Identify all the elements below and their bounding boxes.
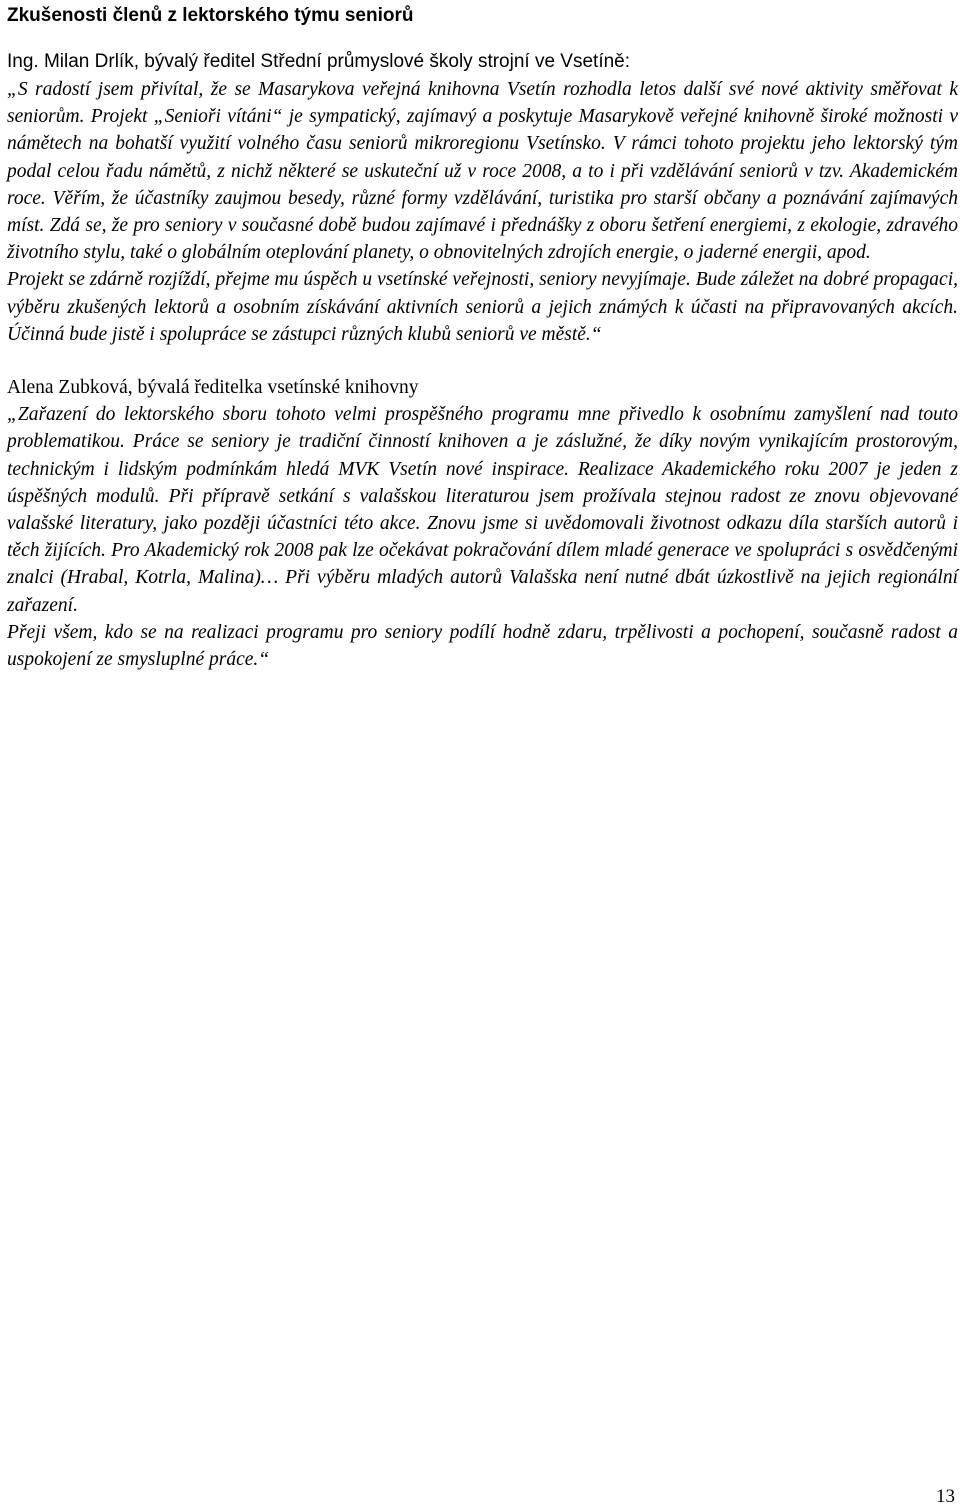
section2-paragraph-1: „Zařazení do lektorského sboru tohoto velmi prospěšného programu mne přivedlo k osobnímu zamyšlení nad touto problematikou. Práce se seniory je tradiční činností knihoven a je záslužné, že díky novým vynikajícím prostorovým, technickým i lidským podmínkám hledá MVK Vsetín nové inspirace. Realizace Akademického roku 2007 je jeden z úspěšných modulů. Při přípravě setkání s valašskou literaturou jsem prožívala stejnou radost ze znovu objevované valašské literatury, jako později účastníci této akce. Znovu jsme si uvědomovali životnost odkazu díla starších autorů i těch žijících. Pro Akademický rok 2008 pak lze očekávat pokračování dílem mladé generace ve spolupráci s osvědčenými znalci (Hrabal, Kotrla, Malina)… Při výběru mladých autorů Valašska není nutné dbát úzkostlivě na jejich regionální zařazení. — [7, 404, 958, 616]
document-page — [7, 0, 958, 673]
document-title: Zkušenosti členů z lektorského týmu seniorů — [7, 5, 414, 26]
section2-paragraph-2: Přeji všem, kdo se na realizaci programu pro seniory podílí hodně zdaru, trpělivosti a pochopení, současně radost a uspokojení ze smysluplné práce.“ — [7, 621, 958, 671]
page-number: 13 — [936, 1486, 955, 1507]
section1-paragraph-2: Projekt se zdárně rozjíždí, přejme mu úspěch u vsetínské veřejnosti, seniory nevyjímaje. Bude záležet na dobré propagaci, výběru zkušených lektorů a osobním získávání aktivních seniorů a jejich známých k účasti na připravovaných akcích. Účinná bude jistě i spolupráce se zástupci různých klubů seniorů ve městě.“ — [7, 269, 958, 345]
section2-author: Alena Zubková, bývalá ředitelka vsetínské knihovny — [7, 377, 419, 399]
section1-paragraph-1: „S radostí jsem přivítal, že se Masarykova veřejná knihovna Vsetín rozhodla letos další své nové aktivity směřovat k seniorům. Projekt „Senioři vítáni“ je sympatický, zajímavý a poskytuje Masarykově veřejné knihovně široké možnosti v námětech na bohatší využití volného času seniorů mikroregionu Vsetínsko. V rámci tohoto projektu jeho lektorský tým podal celou řadu námětů, z nichž některé se uskuteční už v roce 2008, a to i při vzdělávání seniorů v tzv. Akademickém roce. Věřím, že účastníky zaujmou besedy, různé formy vzdělávání, turistika pro starší občany a poznávání zajímavých míst. Zdá se, že pro seniory v současné době budou zajímavé i přednášky z oboru šetření energiemi, z ekologie, zdravého životního stylu, také o globálním oteplování planety, o obnovitelných zdrojích energie, o jaderné energii, apod. — [7, 79, 958, 264]
section1-author: Ing. Milan Drlík, bývalý ředitel Střední průmyslové školy strojní ve Vsetíně: — [7, 51, 631, 72]
